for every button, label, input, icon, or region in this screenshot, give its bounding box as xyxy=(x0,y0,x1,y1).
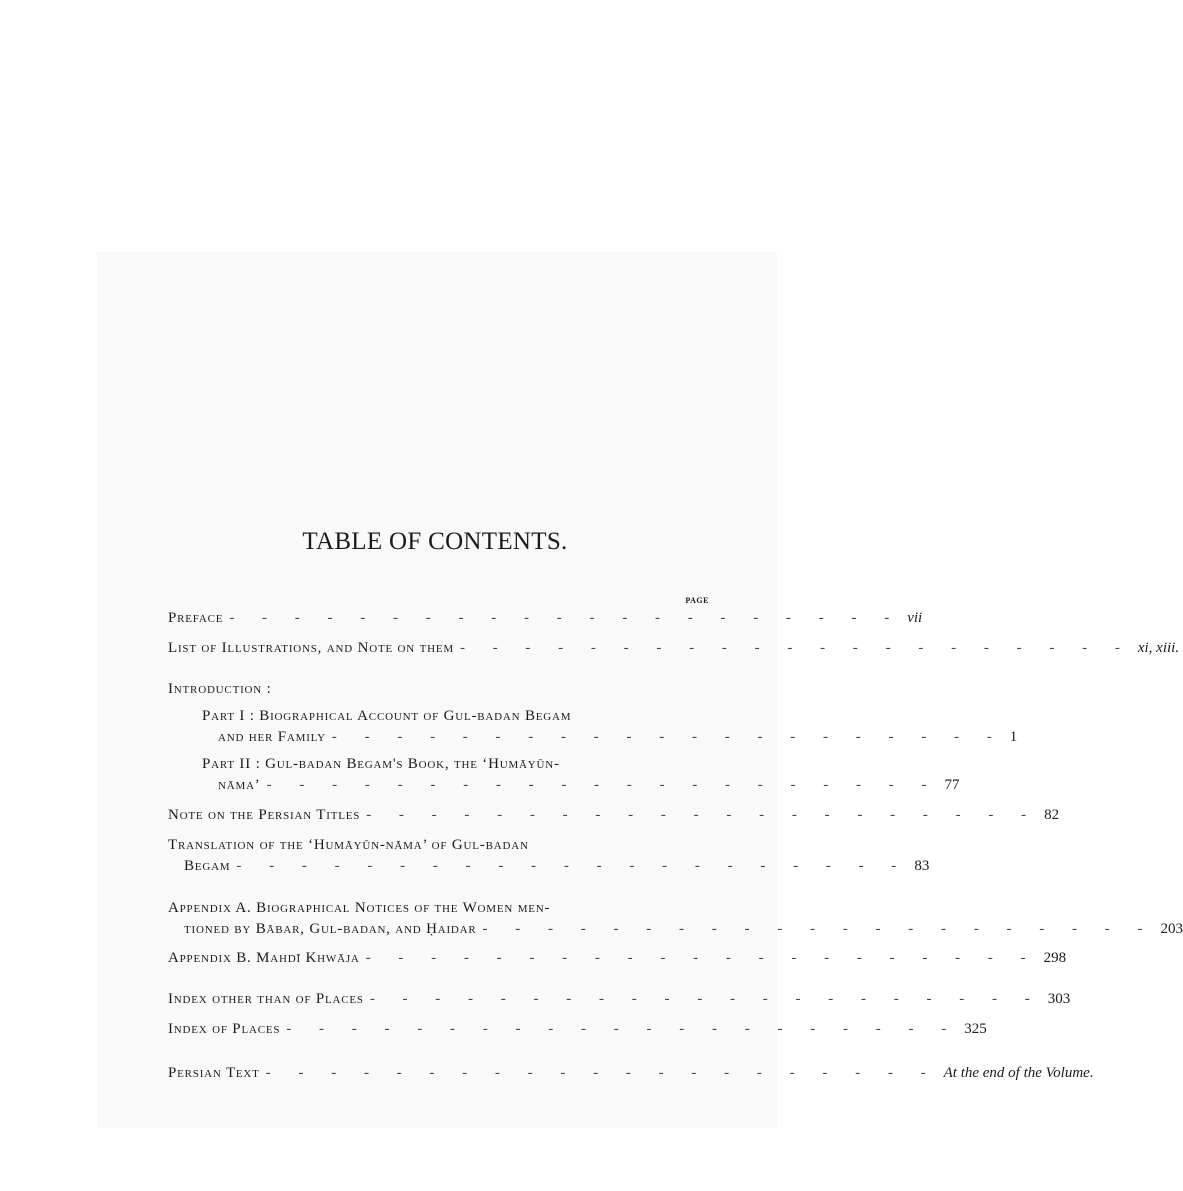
toc-entry-label: Note on the Persian Titles xyxy=(168,807,361,823)
toc-entry-label: Index other than of Places xyxy=(168,991,364,1007)
toc-entry-label: tioned by Bābar, Gul-badan, and Ḥaidar xyxy=(184,921,477,937)
toc-entry-page: At the end of the Volume. xyxy=(943,1065,1094,1081)
dot-leader: - - - - - - - - - - - - - - - - - - - - - xyxy=(236,858,909,874)
dot-leader: - - - - - - - - - - - - - - - - - - - - - xyxy=(482,921,1155,937)
toc-entry-page: 77 xyxy=(944,777,960,793)
toc-entry-persian-text[interactable] xyxy=(168,1065,1094,1082)
dot-leader: - - - - - - - - - - - - - - - - - - - - - xyxy=(366,807,1039,823)
toc-entry-introduction[interactable]: Introduction : xyxy=(168,681,272,697)
page-title: TABLE OF CONTENTS. xyxy=(302,528,568,555)
toc-entry-preface[interactable] xyxy=(168,610,923,627)
toc-entry-page: 325 xyxy=(964,1021,987,1037)
toc-entry-label: nāma’ xyxy=(218,777,261,793)
dot-leader: - - - - - - - - - - - - - - - - - - - - - xyxy=(265,1065,938,1081)
toc-entry-persian-titles[interactable] xyxy=(168,807,1060,824)
dot-leader: - - - - - - - - - - - - - - - - - - - - - xyxy=(286,1021,959,1037)
toc-entry-part1[interactable] xyxy=(218,729,1018,746)
toc-entry-page: 298 xyxy=(1043,950,1067,966)
toc-entry-translation-line1[interactable]: Translation of the ‘Humāyūn-nāma’ of Gul-badan xyxy=(168,837,529,853)
page-column-header: PAGE xyxy=(685,596,709,605)
toc-entry-page: xi, xiii. xyxy=(1137,640,1180,656)
dot-leader: - - - - - - - - - - - - - - - - - - - - - xyxy=(331,729,1004,745)
dot-leader: - - - - - - - - - - - - - - - - - - - - - xyxy=(459,640,1132,656)
toc-entry-index-places[interactable] xyxy=(168,1021,987,1038)
toc-entry-label: Preface xyxy=(168,610,224,626)
toc-entry-page: 83 xyxy=(914,858,930,874)
toc-entry-index-other[interactable] xyxy=(168,991,1071,1008)
toc-entry-page: 203 xyxy=(1160,921,1183,937)
toc-entry-label: Appendix B. Mahdī Khwāja xyxy=(168,950,360,966)
toc-entry-part2[interactable] xyxy=(218,777,960,794)
toc-entry-label: Persian Text xyxy=(168,1065,260,1081)
toc-entry-part1-line1[interactable]: Part I : Biographical Account of Gul-badan Begam xyxy=(202,708,572,724)
toc-entry-page: 82 xyxy=(1044,807,1060,823)
toc-entry-illustrations[interactable] xyxy=(168,640,1180,657)
dot-leader: - - - - - - - - - - - - - - - - - - - - - xyxy=(369,991,1042,1007)
toc-entry-part2-line1[interactable]: Part II : Gul-badan Begam's Book, the ‘Humāyūn- xyxy=(202,756,560,772)
toc-entry-label: List of Illustrations, and Note on them xyxy=(168,640,454,656)
dot-leader: - - - - - - - - - - - - - - - - - - - - - xyxy=(266,777,939,793)
toc-entry-page: 1 xyxy=(1009,729,1018,745)
dot-leader: - - - - - - - - - - - - - - - - - - - - - xyxy=(365,950,1038,966)
toc-entry-label: and her Family xyxy=(218,729,326,745)
toc-entry-page: 303 xyxy=(1047,991,1071,1007)
toc-entry-page: vii xyxy=(907,610,923,626)
dot-leader: - - - - - - - - - - - - - - - - - - - - - xyxy=(229,610,902,626)
toc-entry-appendix-b[interactable] xyxy=(168,950,1067,967)
toc-entry-label: Begam xyxy=(184,858,231,874)
toc-entry-appendix-a[interactable] xyxy=(184,921,1183,938)
toc-entry-translation[interactable] xyxy=(184,858,930,875)
toc-entry-label: Index of Places xyxy=(168,1021,281,1037)
toc-entry-appendix-a-line1[interactable]: Appendix A. Biographical Notices of the Women men- xyxy=(168,900,551,916)
